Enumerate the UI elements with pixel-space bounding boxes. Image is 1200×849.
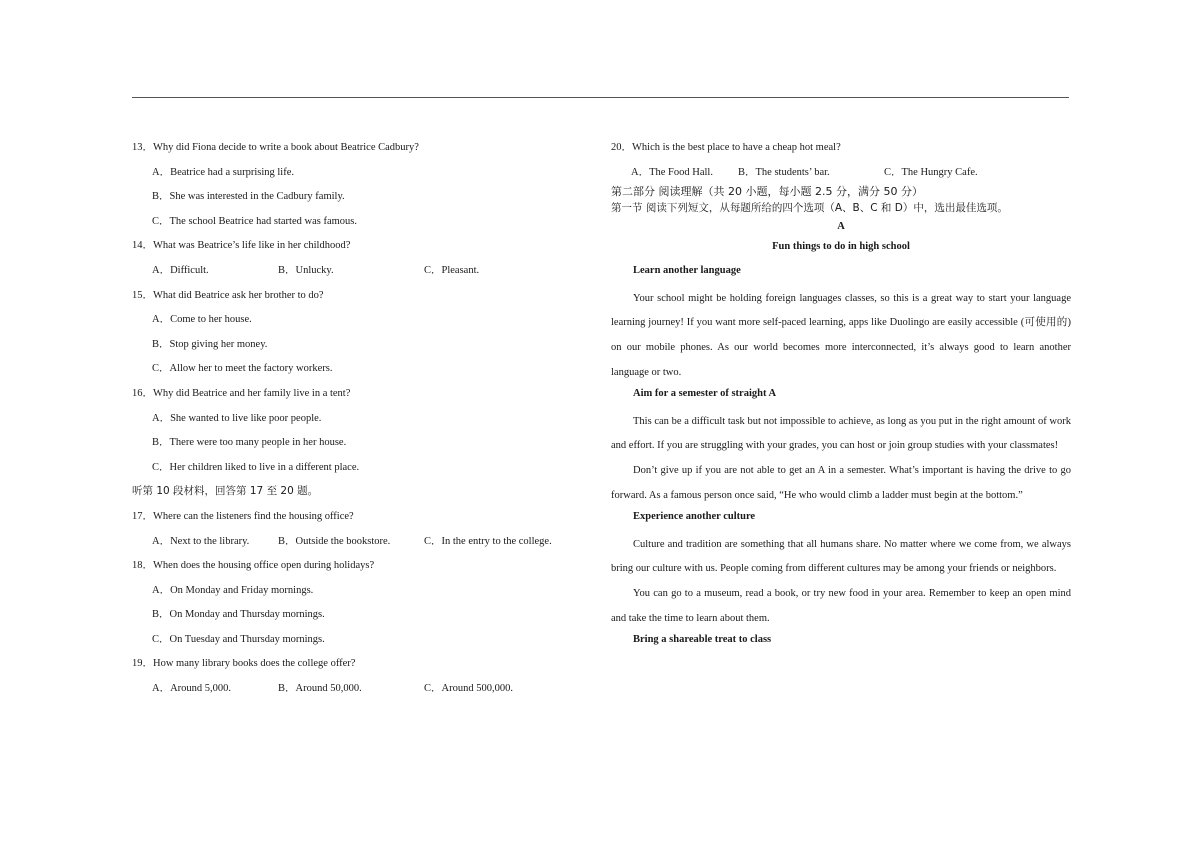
section-one-instructions: 第一节 阅读下列短文，从每题所给的四个选项（A、B、C 和 D）中，选出最佳选项。 bbox=[611, 201, 1008, 214]
listening-instruction: 听第 10 段材料，回答第 17 至 20 题。 bbox=[132, 485, 319, 498]
option: A．Come to her house. bbox=[152, 314, 252, 326]
option-c: C．Pleasant. bbox=[424, 264, 480, 276]
option: B．Stop giving her money. bbox=[152, 338, 268, 350]
question: 18．When does the housing office open during holidays? bbox=[132, 560, 375, 572]
question: 16．Why did Beatrice and her family live in a tent? bbox=[132, 387, 351, 399]
option: C．Her children liked to live in a different place. bbox=[152, 461, 360, 473]
option-row bbox=[132, 262, 582, 287]
option: B．There were too many people in her house. bbox=[152, 437, 347, 449]
paragraph-text: You can go to a museum, read a book, or try new food in your area. Remember to keep an open mind and take the time to learn about them. bbox=[611, 587, 1071, 624]
option-c: C．The Hungry Cafe. bbox=[884, 166, 978, 178]
question-20: 20．Which is the best place to have a cheap hot meal? bbox=[611, 142, 841, 153]
section-heading: Experience another culture bbox=[633, 511, 756, 523]
left-column bbox=[132, 139, 582, 705]
question: 19．How many library books does the college offer? bbox=[132, 658, 356, 670]
section-heading: Learn another language bbox=[633, 265, 741, 277]
right-column bbox=[611, 139, 1071, 656]
option-row bbox=[132, 680, 582, 705]
option-a: A．The Food Hall. bbox=[631, 166, 713, 178]
option-b: B．Outside the bookstore. bbox=[278, 535, 391, 547]
option-a: A．Difficult. bbox=[152, 264, 209, 276]
paragraph-text: This can be a difficult task but not impossible to achieve, as long as you put in the right amount of work and effort. If you are struggling with your grades, you can host or join group studies with your classmates! bbox=[611, 415, 1071, 452]
passage-title: Fun things to do in high school bbox=[772, 240, 910, 252]
passage-body bbox=[611, 262, 1071, 656]
option-c: C．Around 500,000. bbox=[424, 683, 513, 695]
option: C．Allow her to meet the factory workers. bbox=[152, 363, 333, 375]
option: C．The school Beatrice had started was famous. bbox=[152, 215, 357, 227]
part-two-title: 第二部分 阅读理解（共 20 小题，每小题 2.5 分，满分 50 分） bbox=[611, 184, 923, 198]
option-b: B．Around 50,000. bbox=[278, 683, 362, 695]
option: B．She was interested in the Cadbury family. bbox=[152, 191, 345, 203]
option-c: C．In the entry to the college. bbox=[424, 535, 552, 547]
question: 13．Why did Fiona decide to write a book about Beatrice Cadbury? bbox=[132, 142, 419, 153]
option: C．On Tuesday and Thursday mornings. bbox=[152, 633, 325, 645]
paragraph bbox=[611, 410, 1071, 459]
paragraph bbox=[611, 459, 1071, 508]
option: A．She wanted to live like poor people. bbox=[152, 412, 322, 424]
option-b: B．The students’ bar. bbox=[738, 166, 830, 178]
passage-letter: A bbox=[837, 220, 845, 232]
question: 15．What did Beatrice ask her brother to do? bbox=[132, 289, 324, 301]
option: B．On Monday and Thursday mornings. bbox=[152, 609, 325, 621]
paragraph bbox=[611, 533, 1071, 582]
header-rule bbox=[132, 97, 1069, 98]
option-b: B．Unlucky. bbox=[278, 264, 334, 276]
paragraph bbox=[611, 287, 1071, 385]
paragraph bbox=[611, 582, 1071, 631]
section-heading: Aim for a semester of straight A bbox=[633, 388, 777, 400]
paragraph-text: Culture and tradition are something that all humans share. No matter where we come from, we always bring our culture with us. People coming from different cultures may be among your friends or neighbors. bbox=[611, 538, 1071, 575]
option-a: A．Next to the library. bbox=[152, 535, 250, 547]
paragraph-text: Your school might be holding foreign languages classes, so this is a great way to start your language learning journey! If you want more self-paced learning, apps like Duolingo are easily accessible (可使用的) on our mobile phones. As our world becomes more interconnected, it’s always good to learn another language or two. bbox=[611, 292, 1071, 378]
section-heading: Bring a shareable treat to class bbox=[633, 634, 772, 646]
question: 14．What was Beatrice’s life like in her childhood? bbox=[132, 240, 351, 252]
option: A．On Monday and Friday mornings. bbox=[152, 584, 314, 596]
option-row bbox=[132, 533, 582, 558]
question: 17．Where can the listeners find the housing office? bbox=[132, 510, 354, 522]
option: A．Beatrice had a surprising life. bbox=[152, 166, 294, 178]
option-a: A．Around 5,000. bbox=[152, 683, 232, 695]
question-20-options bbox=[611, 164, 1071, 183]
paragraph-text: Don’t give up if you are not able to get an A in a semester. What’s important is having the drive to go forward. As a famous person once said, “He who would climb a ladder must begin at the bottom.” bbox=[611, 464, 1071, 501]
